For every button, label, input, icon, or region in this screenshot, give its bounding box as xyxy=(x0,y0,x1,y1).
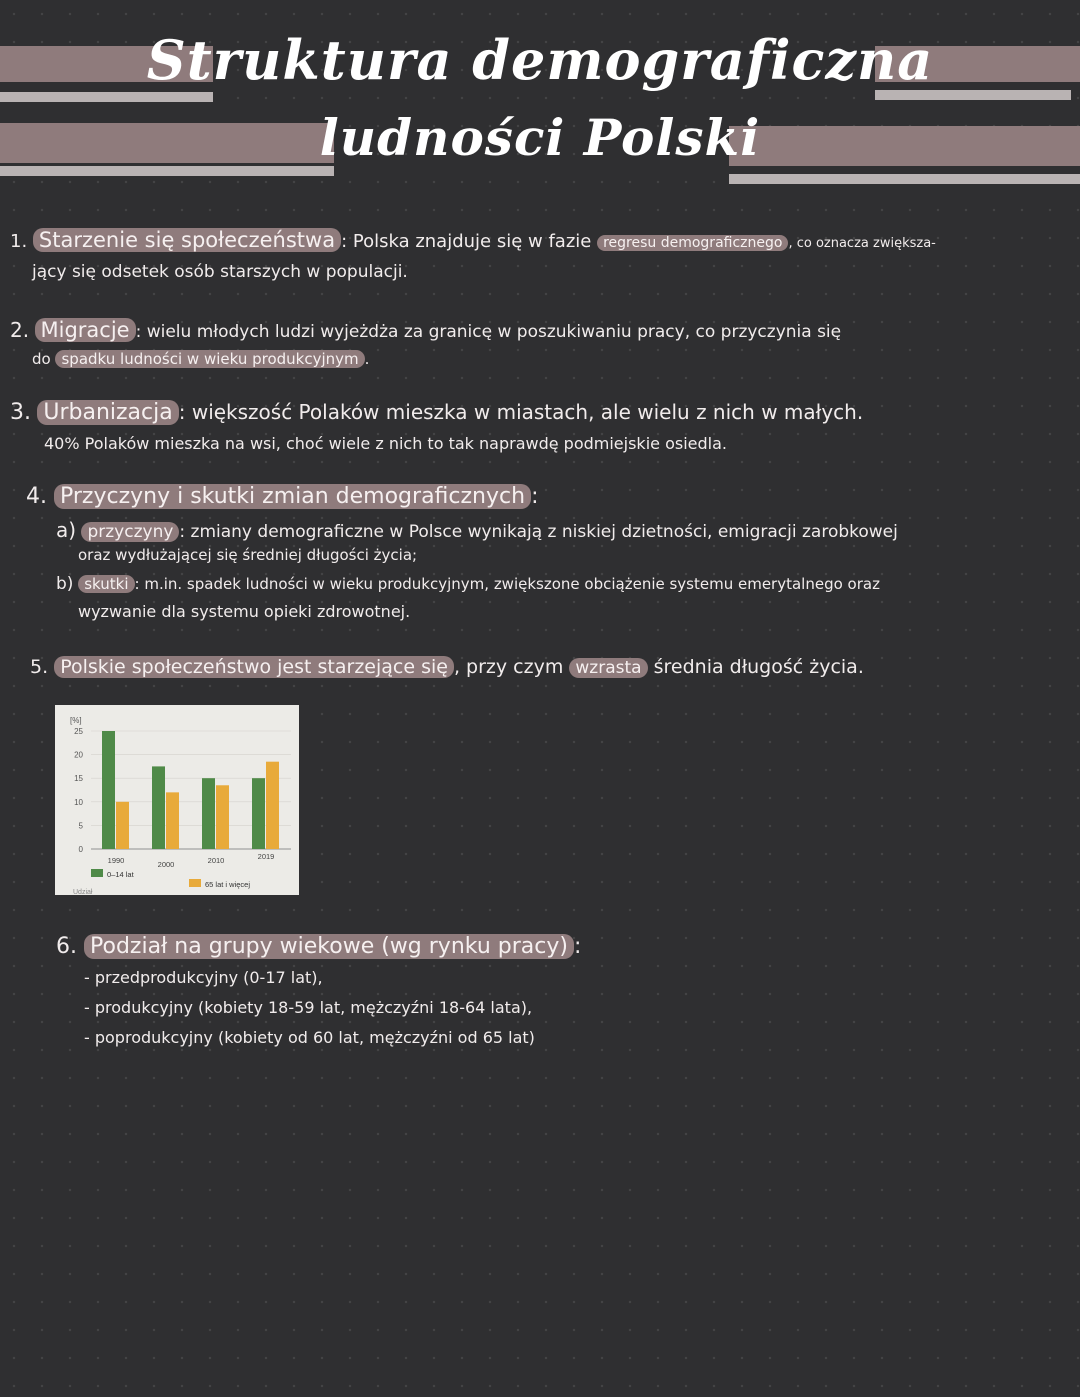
section-1-line-1 xyxy=(10,228,936,252)
chart-legend-swatch xyxy=(91,869,103,877)
chart-bars xyxy=(102,731,279,849)
title-bar-left-2 xyxy=(0,92,213,102)
section-6-item-2: - produkcyjny (kobiety 18-59 lat, mężczyźni 18-64 lata), xyxy=(84,998,533,1017)
chart-legend-label: 65 lat i więcej xyxy=(205,880,251,889)
chart-y-tick: 25 xyxy=(74,727,83,736)
section-4a-line-1 xyxy=(56,518,898,542)
section-4-colon: : xyxy=(531,484,539,509)
page-title-line1: Struktura demograficzna xyxy=(146,28,934,92)
age-structure-chart xyxy=(55,705,299,895)
page-title-line2: ludności Polski xyxy=(319,108,761,167)
section-1-line-2: jący się odsetek osób starszych w populacji. xyxy=(32,262,408,282)
section-4a-label: a) xyxy=(56,518,77,542)
section-6-item-3: - poprodukcyjny (kobiety od 60 lat, mężczyźni od 65 lat) xyxy=(84,1028,535,1047)
section-4-number: 4. xyxy=(26,484,47,509)
chart-y-unit: [%] xyxy=(70,716,82,725)
chart-bar xyxy=(152,766,165,849)
section-5-number: 5. xyxy=(30,656,49,678)
section-4a-text: : zmiany demograficzne w Polsce wynikają z niskiej dzietności, emigracji zarobkowej xyxy=(179,522,898,542)
section-4b-term: skutki xyxy=(78,575,134,593)
section-1-number: 1. xyxy=(10,231,28,252)
section-2-line-1 xyxy=(10,318,841,342)
section-5-line xyxy=(30,656,864,678)
section-1-term: Starzenie się społeczeństwa xyxy=(33,228,341,252)
chart-bar xyxy=(116,802,129,849)
chart-bar xyxy=(252,778,265,849)
chart-x-tick: 2000 xyxy=(157,860,175,869)
section-6-number: 6. xyxy=(56,934,77,959)
section-5-text-b: średnia długość życia. xyxy=(653,656,864,678)
chart-x-tick: 2019 xyxy=(257,852,275,861)
section-4-term: Przyczyny i skutki zmian demograficznych xyxy=(54,484,531,509)
chart-bar xyxy=(266,762,279,849)
section-5-term: Polskie społeczeństwo jest starzejące się xyxy=(54,656,454,678)
chart-legend-label: 0–14 lat xyxy=(107,870,134,879)
section-6-term: Podział na grupy wiekowe (wg rynku pracy) xyxy=(84,934,574,959)
section-3-number: 3. xyxy=(10,400,31,425)
chart-y-tick: 15 xyxy=(74,774,83,784)
section-1-highlight: regresu demograficznego xyxy=(597,235,788,251)
title-bar-right-4 xyxy=(729,174,1080,184)
section-1-text-b: , co oznacza zwiększa- xyxy=(788,236,936,251)
chart-y-tick: 5 xyxy=(78,821,83,831)
chart-x-tick: 1990 xyxy=(107,856,125,865)
section-3-line-1 xyxy=(10,400,863,425)
section-3-term: Urbanizacja xyxy=(37,400,178,425)
section-6-heading xyxy=(56,934,581,959)
chart-bar xyxy=(166,792,179,849)
section-5-highlight: wzrasta xyxy=(569,658,647,678)
section-6-item-1: - przedprodukcyjny (0-17 lat), xyxy=(84,968,323,987)
section-2-number: 2. xyxy=(10,318,30,342)
section-4b-line-2: wyzwanie dla systemu opieki zdrowotnej. xyxy=(78,602,411,621)
chart-y-tick: 20 xyxy=(74,750,83,760)
chart-y-tick: 10 xyxy=(74,797,83,807)
section-5-text-a: , przy czym xyxy=(453,656,564,678)
chart-y-tick: 0 xyxy=(78,845,83,854)
section-3-text-a: : większość Polaków mieszka w miastach, ale wielu z nich w małych. xyxy=(178,400,864,424)
section-2-text-a: : wielu młodych ludzi wyjeżdża za granicę w poszukiwaniu pracy, co przyczynia się xyxy=(135,322,842,342)
chart-x-tick: 2010 xyxy=(207,856,225,865)
section-2-term: Migracje xyxy=(35,318,136,342)
chart-bar xyxy=(102,731,115,849)
section-4a-line-2: oraz wydłużającej się średniej długości życia; xyxy=(78,546,418,564)
section-1-text-a: : Polska znajduje się w fazie xyxy=(341,231,592,252)
chart-svg xyxy=(55,705,299,895)
section-4a-term: przyczyny xyxy=(81,522,179,542)
section-2-highlight: spadku ludności w wieku produkcyjnym xyxy=(55,350,364,368)
section-2-line-2 xyxy=(32,350,369,368)
chart-bar xyxy=(202,778,215,849)
section-6-colon: : xyxy=(573,934,582,959)
section-2-pre: do xyxy=(32,350,51,368)
section-2-end: . xyxy=(364,350,370,368)
section-4b-text: : m.in. spadek ludności w wieku produkcyjnym, zwiększone obciążenie systemu emerytalnego oraz xyxy=(134,575,880,593)
section-3-line-2: 40% Polaków mieszka na wsi, choć wiele z nich to tak naprawdę podmiejskie osiedla. xyxy=(44,434,727,453)
chart-legend-swatch xyxy=(189,879,201,887)
chart-caption-fragment: Udział xyxy=(73,889,93,895)
title-bar-left-4 xyxy=(0,166,334,176)
section-4b-label: b) xyxy=(56,574,74,594)
section-4b-line-1 xyxy=(56,574,880,594)
chart-bar xyxy=(216,785,229,849)
section-4-heading xyxy=(26,484,538,509)
